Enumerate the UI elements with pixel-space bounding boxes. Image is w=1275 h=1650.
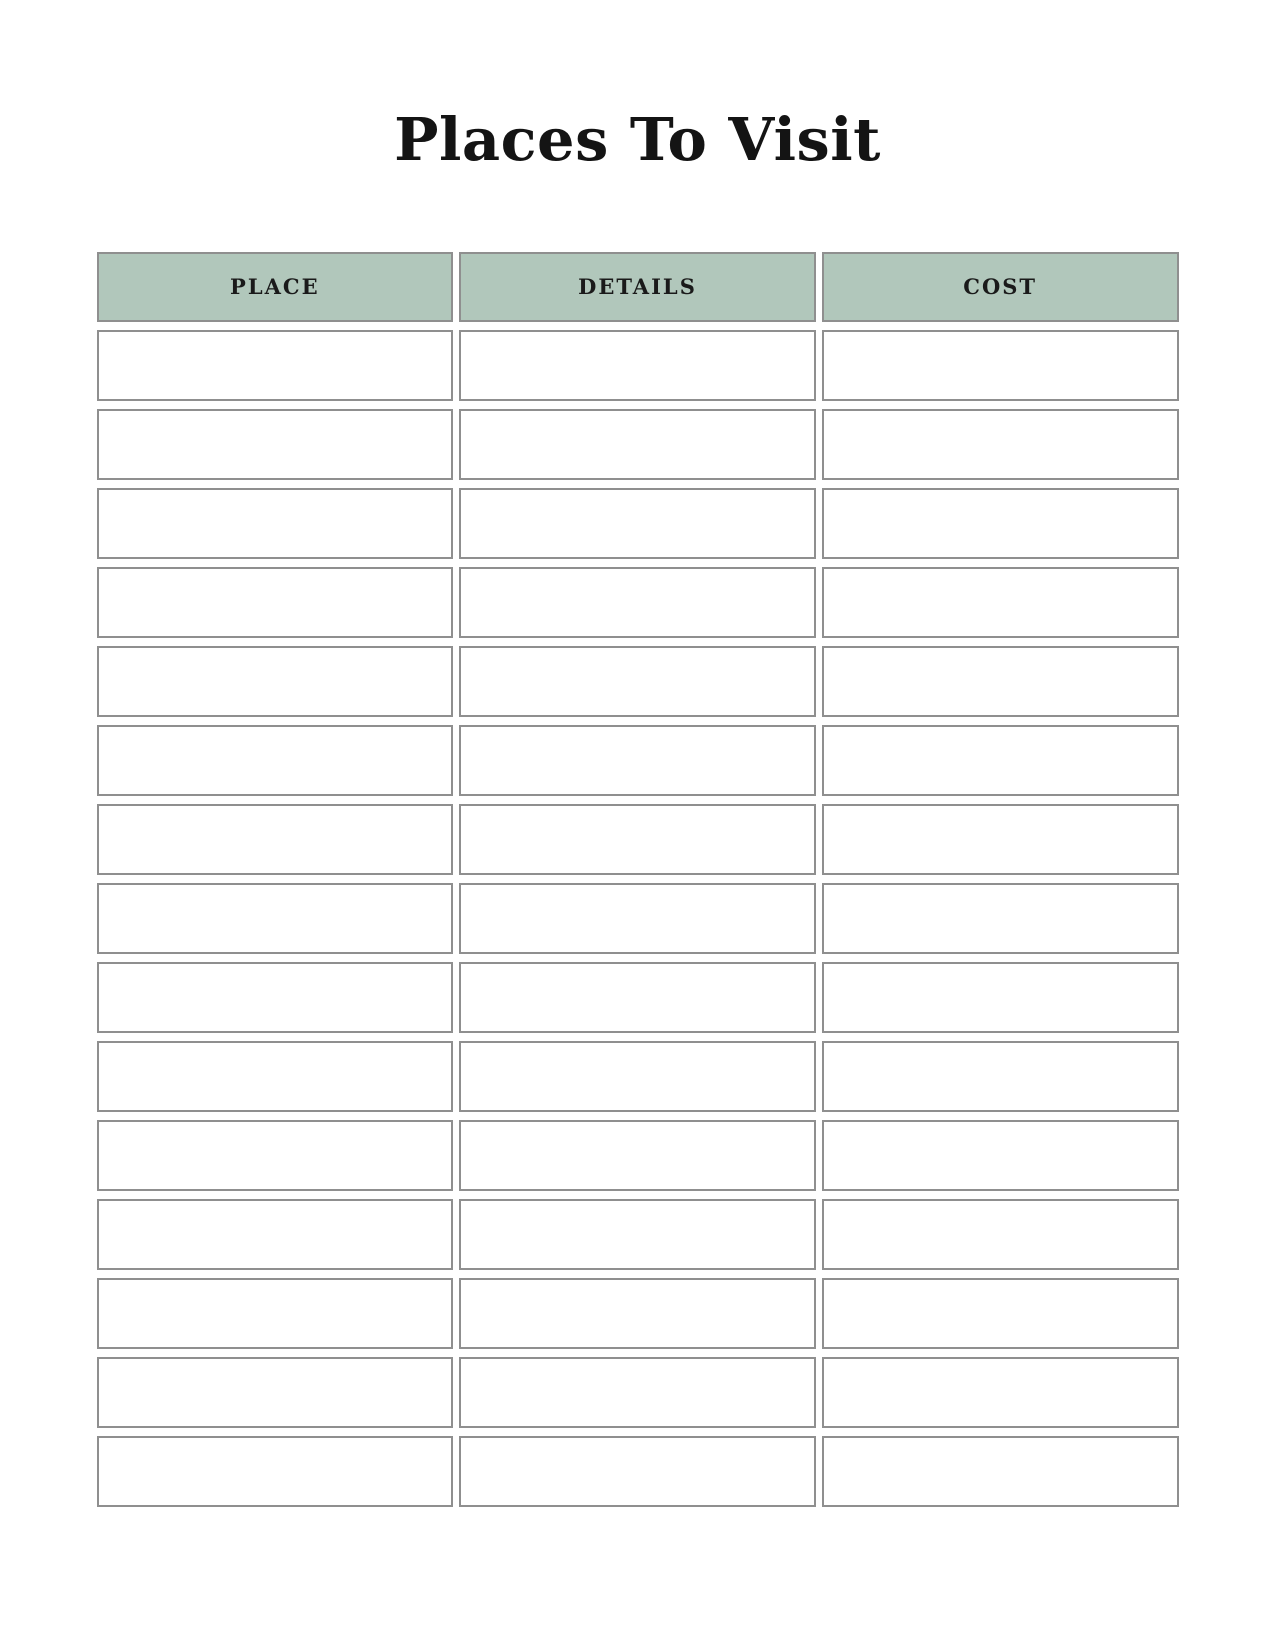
page-title: Places To Visit: [394, 105, 881, 174]
cell-cost: [822, 409, 1179, 480]
cell-cost: [822, 804, 1179, 875]
cell-details: [459, 1120, 816, 1191]
cell-place: [97, 883, 454, 954]
cell-cost: [822, 567, 1179, 638]
cell-place: [97, 1278, 454, 1349]
cell-cost: [822, 1120, 1179, 1191]
cell-cost: [822, 646, 1179, 717]
cell-details: [459, 1436, 816, 1507]
table-row: [97, 1199, 1179, 1270]
cell-cost: [822, 883, 1179, 954]
cell-cost: [822, 725, 1179, 796]
cell-place: [97, 725, 454, 796]
table-row: [97, 646, 1179, 717]
cell-details: [459, 488, 816, 559]
column-header-cost: COST: [822, 252, 1179, 322]
table-row: [97, 409, 1179, 480]
table-row: [97, 1436, 1179, 1507]
table-head: [97, 252, 1179, 322]
cell-place: [97, 488, 454, 559]
cell-cost: [822, 330, 1179, 401]
table-row: [97, 883, 1179, 954]
cell-details: [459, 1357, 816, 1428]
cell-cost: [822, 1436, 1179, 1507]
cell-place: [97, 1199, 454, 1270]
table-body: [97, 330, 1179, 1507]
column-header-details: DETAILS: [459, 252, 816, 322]
cell-details: [459, 409, 816, 480]
cell-details: [459, 883, 816, 954]
cell-details: [459, 330, 816, 401]
table-row: [97, 1278, 1179, 1349]
cell-place: [97, 804, 454, 875]
cell-details: [459, 1041, 816, 1112]
cell-place: [97, 1436, 454, 1507]
places-to-visit-table: [91, 244, 1185, 1515]
table-row: [97, 725, 1179, 796]
cell-place: [97, 646, 454, 717]
cell-cost: [822, 1041, 1179, 1112]
table-row: [97, 1357, 1179, 1428]
cell-place: [97, 1357, 454, 1428]
cell-details: [459, 646, 816, 717]
table-row: [97, 804, 1179, 875]
cell-cost: [822, 1278, 1179, 1349]
cell-place: [97, 330, 454, 401]
cell-cost: [822, 1199, 1179, 1270]
cell-cost: [822, 488, 1179, 559]
table-row: [97, 330, 1179, 401]
cell-details: [459, 1278, 816, 1349]
cell-place: [97, 1120, 454, 1191]
cell-details: [459, 1199, 816, 1270]
cell-place: [97, 962, 454, 1033]
cell-cost: [822, 962, 1179, 1033]
table-row: [97, 962, 1179, 1033]
cell-place: [97, 1041, 454, 1112]
table-row: [97, 488, 1179, 559]
cell-details: [459, 725, 816, 796]
column-header-place: PLACE: [97, 252, 454, 322]
cell-place: [97, 567, 454, 638]
cell-details: [459, 567, 816, 638]
table-header-row: [97, 252, 1179, 322]
table-row: [97, 567, 1179, 638]
table-row: [97, 1120, 1179, 1191]
cell-details: [459, 962, 816, 1033]
table-row: [97, 1041, 1179, 1112]
cell-cost: [822, 1357, 1179, 1428]
cell-place: [97, 409, 454, 480]
cell-details: [459, 804, 816, 875]
